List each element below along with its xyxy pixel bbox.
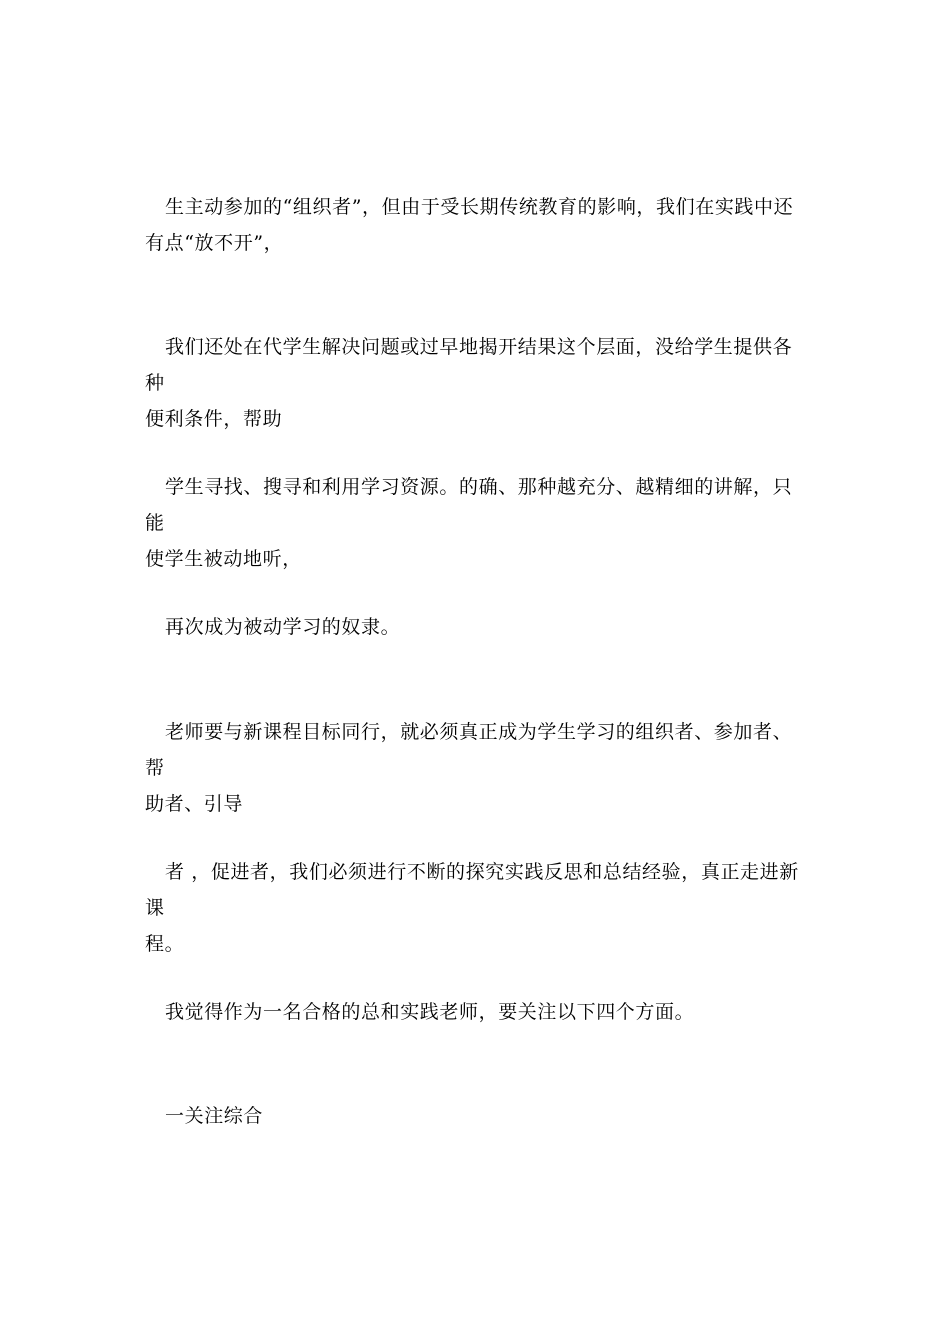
paragraph-1-line-2: 有点“放不开”， [145, 232, 284, 254]
paragraph-7 [145, 994, 807, 1030]
paragraph-3-line-1: 学生寻找、搜寻和利用学习资源。的确、那种越充分、越精细的讲解，只能 [145, 476, 793, 534]
paragraph-3 [145, 469, 807, 577]
paragraph-4 [145, 609, 807, 645]
paragraph-3-line-2: 使学生被动地听， [145, 548, 302, 570]
paragraph-2-line-2: 便利条件，帮助 [145, 408, 283, 430]
paragraph-8-line-1: 一关注综合 [165, 1105, 264, 1127]
paragraph-4-line-1: 再次成为被动学习的奴隶。 [165, 616, 401, 638]
paragraph-1-line-1: 生主动参加的“组织者”，但由于受长期传统教育的影响，我们在实践中还 [165, 196, 794, 218]
paragraph-5-line-1: 老师要与新课程目标同行，就必须真正成为学生学习的组织者、参加者、帮 [145, 721, 793, 779]
paragraph-2-line-1: 我们还处在代学生解决问题或过早地揭开结果这个层面，没给学生提供各种 [145, 336, 793, 394]
paragraph-5 [145, 714, 807, 822]
paragraph-1 [145, 189, 807, 261]
paragraph-6 [145, 854, 807, 962]
paragraph-2 [145, 329, 807, 437]
paragraph-6-line-2: 程。 [145, 933, 185, 955]
paragraph-8 [145, 1098, 807, 1134]
paragraph-7-line-1: 我觉得作为一名合格的总和实践老师，要关注以下四个方面。 [165, 1001, 695, 1023]
paragraph-6-line-1: 者 ，促进者，我们必须进行不断的探究实践反思和总结经验，真正走进新课 [145, 861, 799, 919]
paragraph-5-line-2: 助者、引导 [145, 793, 244, 815]
